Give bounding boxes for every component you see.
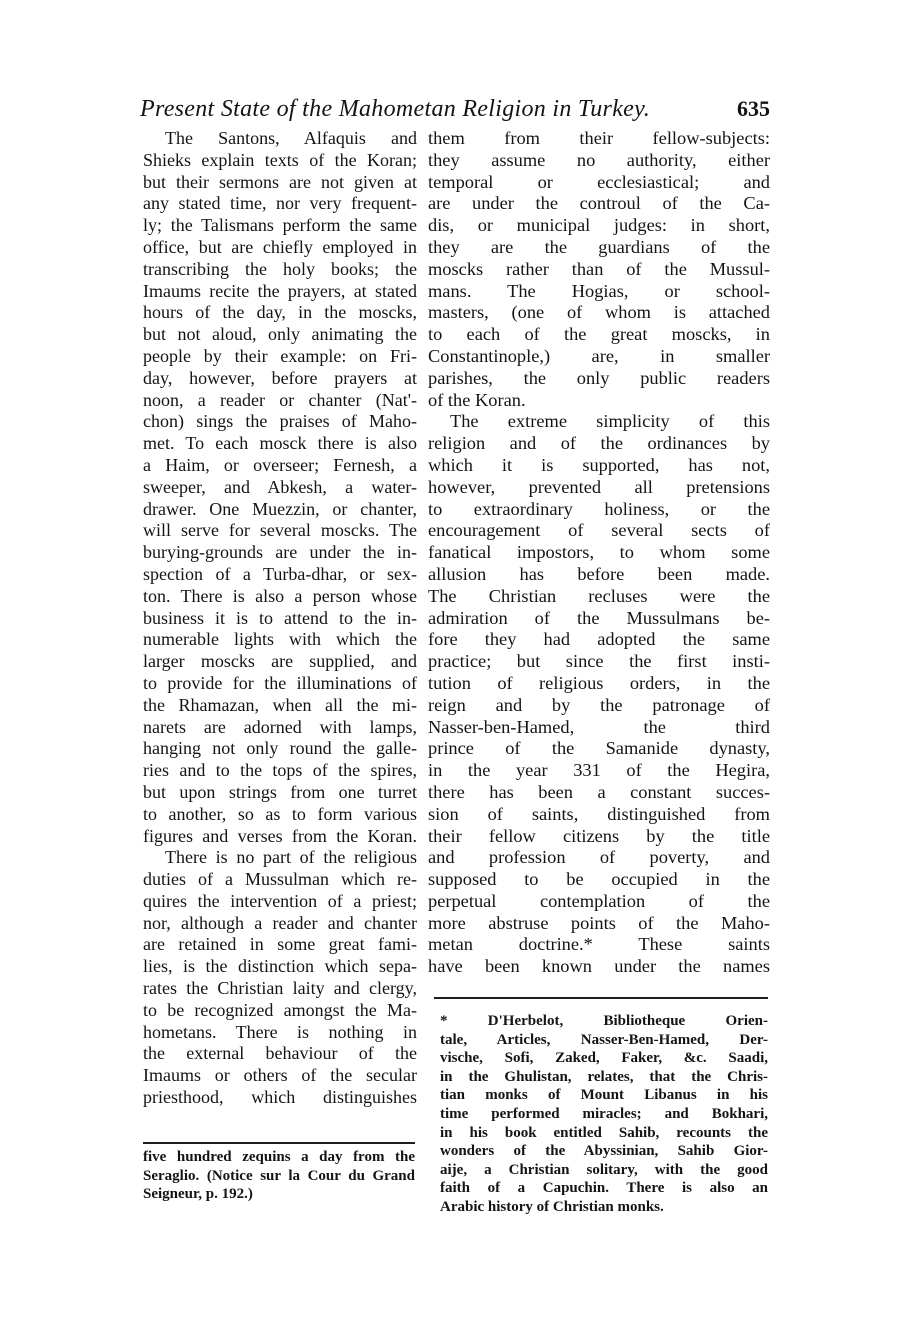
text-line: sweeper, and Abkesh, a water- <box>143 476 417 497</box>
footnote-line: wonders of the Abyssinian, Sahib Gior- <box>440 1143 768 1160</box>
text-line: are under the controul of the Ca- <box>428 193 770 214</box>
text-line: quires the intervention of a priest; <box>143 890 417 911</box>
text-line: there has been a constant succes- <box>428 781 770 802</box>
text-line: people by their example: on Fri- <box>143 345 417 366</box>
text-line: they are the guardians of the <box>428 236 770 257</box>
text-line: and profession of poverty, and <box>428 847 770 868</box>
footnote-line: in his book entitled Sahib, recounts the <box>440 1124 768 1141</box>
text-line: perpetual contemplation of the <box>428 890 770 911</box>
text-line: masters, (one of whom is attached <box>428 302 770 323</box>
footnote-line: * D'Herbelot, Bibliotheque Orien- <box>440 1013 768 1029</box>
text-line: which it is supported, has not, <box>428 454 770 475</box>
text-line: Constantinople,) are, in smaller <box>428 345 770 366</box>
text-line: have been known under the names <box>428 956 770 977</box>
left-column <box>143 128 417 1109</box>
footnote-line: faith of a Capuchin. There is also an <box>440 1180 768 1197</box>
text-line: reign and by the patronage of <box>428 694 770 715</box>
text-line: any stated time, nor very frequent- <box>143 193 417 214</box>
text-line: their fellow citizens by the title <box>428 825 770 846</box>
footnote-line: in the Ghulistan, relates, that the Chris- <box>440 1068 768 1085</box>
text-line: drawer. One Muezzin, or chanter, <box>143 498 417 519</box>
text-line: temporal or ecclesiastical; and <box>428 171 770 192</box>
text-line: met. To each mosck there is also <box>143 433 417 454</box>
text-line: to be recognized amongst the Ma- <box>143 999 417 1020</box>
text-line: There is no part of the religious <box>165 847 417 868</box>
footnote-line: aije, a Christian solitary, with the good <box>440 1161 768 1178</box>
text-line: transcribing the holy books; the <box>143 258 417 279</box>
text-line: Imaums recite the prayers, at stated <box>143 280 417 301</box>
text-line: parishes, the only public readers <box>428 367 770 388</box>
text-line: Nasser-ben-Hamed, the third <box>428 716 770 737</box>
text-line: priesthood, which distinguishes <box>143 1087 417 1108</box>
text-line: larger moscks are supplied, and <box>143 651 417 672</box>
text-line: sion of saints, distinguished from <box>428 803 770 824</box>
text-line: of the Koran. <box>428 389 526 410</box>
text-line: hours of the day, in the moscks, <box>143 302 417 323</box>
page-header <box>140 96 770 132</box>
text-line: however, prevented all pretensions <box>428 476 770 497</box>
text-line: chon) sings the praises of Maho- <box>143 411 417 432</box>
text-line: the external behaviour of the <box>143 1043 417 1064</box>
text-line: practice; but since the first insti- <box>428 651 770 672</box>
text-line: to another, so as to form various <box>143 803 417 824</box>
footnote-line: vische, Sofi, Zaked, Faker, &c. Saadi, <box>440 1050 768 1067</box>
text-line: supposed to be occupied in the <box>428 869 770 890</box>
text-line: mans. The Hogias, or school- <box>428 280 770 301</box>
footnote-line: five hundred zequins a day from the <box>143 1149 415 1165</box>
text-line: The extreme simplicity of this <box>450 411 770 432</box>
text-line: but their sermons are not given at <box>143 171 417 192</box>
text-line: rates the Christian laity and clergy, <box>143 978 417 999</box>
text-line: are retained in some great fami- <box>143 934 417 955</box>
footnote-divider <box>434 997 768 999</box>
text-line: encouragement of several sects of <box>428 520 770 541</box>
text-line: lies, is the distinction which sepa- <box>143 956 417 977</box>
text-line: numerable lights with which the <box>143 629 417 650</box>
text-line: hometans. There is nothing in <box>143 1021 417 1042</box>
text-line: narets are adorned with lamps, <box>143 716 417 737</box>
text-line: burying-grounds are under the in- <box>143 542 417 563</box>
text-line: day, however, before prayers at <box>143 367 417 388</box>
text-line: to extraordinary holiness, or the <box>428 498 770 519</box>
text-line: in the year 331 of the Hegira, <box>428 760 770 781</box>
text-line: nor, although a reader and chanter <box>143 912 417 933</box>
text-line: admiration of the Mussulmans be- <box>428 607 770 628</box>
running-title: Present State of the Mahometan Religion in Turkey. <box>140 96 651 122</box>
text-line: metan doctrine.* These saints <box>428 934 770 955</box>
text-line: religion and of the ordinances by <box>428 433 770 454</box>
text-line: them from their fellow-subjects: <box>428 128 770 148</box>
text-line: to provide for the illuminations of <box>143 672 417 693</box>
text-line: tution of religious orders, in the <box>428 672 770 693</box>
text-line: prince of the Samanide dynasty, <box>428 738 770 759</box>
text-line: spection of a Turba-dhar, or sex- <box>143 563 417 584</box>
text-line: The Santons, Alfaquis and <box>165 128 417 148</box>
footnote-line: tian monks of Mount Libanus in his <box>440 1087 768 1104</box>
footnote-line: Arabic history of Christian monks. <box>440 1198 664 1215</box>
text-line: but upon strings from one turret <box>143 781 417 802</box>
text-line: a Haim, or overseer; Fernesh, a <box>143 454 417 475</box>
text-line: hanging not only round the galle- <box>143 738 417 759</box>
footnote-line: Seigneur, p. 192.) <box>143 1186 253 1203</box>
text-line: ly; the Talismans perform the same <box>143 215 417 236</box>
footnote-divider <box>143 1142 415 1144</box>
text-line: more abstruse points of the Maho- <box>428 912 770 933</box>
text-line: to each of the great moscks, in <box>428 324 770 345</box>
text-line: moscks rather than of the Mussul- <box>428 258 770 279</box>
text-line: but not aloud, only animating the <box>143 324 417 345</box>
text-line: the Rhamazan, when all the mi- <box>143 694 417 715</box>
text-line: office, but are chiefly employed in <box>143 236 417 257</box>
footnote-line: Seraglio. (Notice sur la Cour du Grand <box>143 1167 415 1184</box>
footnote-continuation <box>143 1148 415 1204</box>
text-line: Shieks explain texts of the Koran; <box>143 149 417 170</box>
text-line: business it is to attend to the in- <box>143 607 417 628</box>
text-line: they assume no authority, either <box>428 149 770 170</box>
footnote <box>440 1012 768 1217</box>
text-line: ton. There is also a person whose <box>143 585 417 606</box>
text-line: ries and to the tops of the spires, <box>143 760 417 781</box>
footnote-line: tale, Articles, Nasser-Ben-Hamed, Der- <box>440 1031 768 1048</box>
text-line: fanatical impostors, to whom some <box>428 542 770 563</box>
text-line: figures and verses from the Koran. <box>143 825 417 846</box>
text-line: dis, or municipal judges: in short, <box>428 215 770 236</box>
text-line: Imaums or others of the secular <box>143 1065 417 1086</box>
text-line: fore they had adopted the same <box>428 629 770 650</box>
text-line: noon, a reader or chanter (Nat'- <box>143 389 417 410</box>
text-line: duties of a Mussulman which re- <box>143 869 417 890</box>
right-column <box>428 128 770 978</box>
text-line: The Christian recluses were the <box>428 585 770 606</box>
page-number: 635 <box>737 96 770 121</box>
text-line: will serve for several moscks. The <box>143 520 417 541</box>
text-line: allusion has before been made. <box>428 563 770 584</box>
footnote-line: time performed miracles; and Bokhari, <box>440 1105 768 1122</box>
